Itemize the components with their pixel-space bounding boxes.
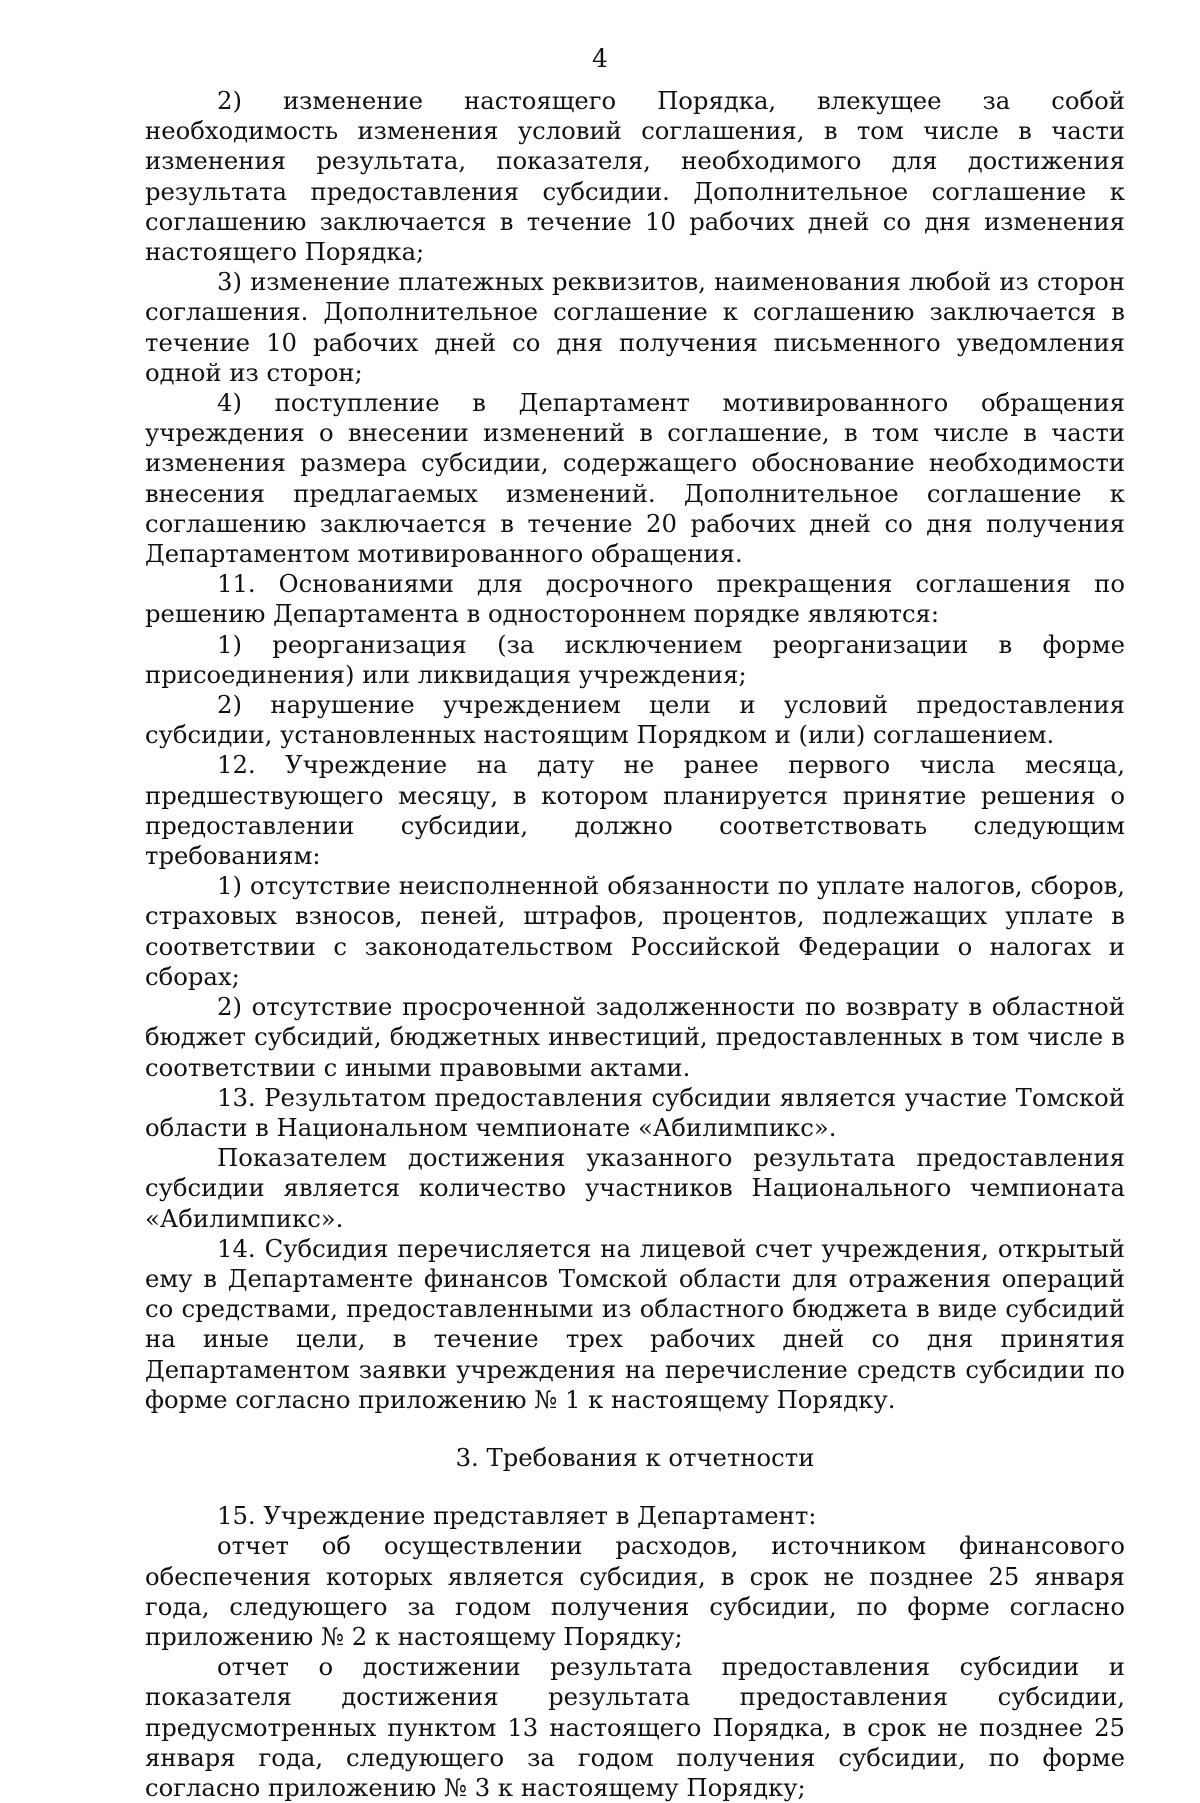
page-number: 4 [592,44,608,73]
paragraph-clause-11-1: 1) реорганизация (за исключением реорганизации в форме присоединения) или ликвидация учреждения; [145,629,1125,689]
section-title: 3. Требования к отчетности [455,1442,815,1472]
paragraph-clause-10-3: 3) изменение платежных реквизитов, наименования любой из сторон соглашения. Дополнительное соглашение к соглашению заключается в течение 10 рабочих дней со дня получения письменного уведомления одной из сторон; [145,267,1125,387]
paragraph-clause-12-2: 2) отсутствие просроченной задолженности по возврату в областной бюджет субсидий, бюджетных инвестиций, предоставленных в том числе в соответствии с иными правовыми актами. [145,992,1125,1082]
paragraph-clause-14: 14. Субсидия перечисляется на лицевой счет учреждения, открытый ему в Департаменте финансов Томской области для отражения операций со средствами, предоставленными из областного бюджета в виде субсидий на иные цели, в течение трех рабочих дней со дня принятия Департаментом заявки учреждения на перечисление средств субсидии по форме согласно приложению № 1 к настоящему Порядку. [145,1233,1125,1414]
paragraph-clause-13-indicator: Показателем достижения указанного результата предоставления субсидии является количество участников Национального чемпионата «Абилимпикс». [145,1143,1125,1233]
paragraph-clause-10-2: 2) изменение настоящего Порядка, влекущее за собой необходимость изменения условий соглашения, в том числе в части изменения результата, показателя, необходимого для достижения результата предоставления субсидии. Дополнительное соглашение к соглашению заключается в течение 10 рабочих дней со дня изменения настоящего Порядка; [145,86,1125,267]
paragraph-clause-12: 12. Учреждение на дату не ранее первого числа месяца, предшествующего месяцу, в котором планируется принятие решения о предоставлении субсидии, должно соответствовать следующим требованиям: [145,750,1125,871]
paragraph-clause-12-1: 1) отсутствие неисполненной обязанности по уплате налогов, сборов, страховых взносов, пеней, штрафов, процентов, подлежащих уплате в соответствии с законодательством Российской Федерации о налогах и сборах; [145,871,1125,991]
paragraph-clause-11: 11. Основаниями для досрочного прекращения соглашения по решению Департамента в одностороннем порядке являются: [145,569,1125,629]
paragraph-clause-11-2: 2) нарушение учреждением цели и условий предоставления субсидии, установленных настоящим Порядком и (или) соглашением. [145,690,1125,750]
paragraph-clause-10-4: 4) поступление в Департамент мотивированного обращения учреждения о внесении изменений в соглашение, в том числе в части изменения размера субсидии, содержащего обоснование необходимости внесения предлагаемых изменений. Дополнительное соглашение к соглашению заключается в течение 20 рабочих дней со дня получения Департаментом мотивированного обращения. [145,388,1125,569]
document-body [145,86,1125,1803]
paragraph-clause-15-expense-report: отчет об осуществлении расходов, источником финансового обеспечения которых является субсидия, в срок не позднее 25 января года, следующего за годом получения субсидии, по форме согласно приложению № 2 к настоящему Порядку; [145,1531,1125,1651]
paragraph-clause-15: 15. Учреждение представляет в Департамент: [217,1501,817,1531]
paragraph-clause-13: 13. Результатом предоставления субсидии является участие Томской области в Национальном чемпионате «Абилимпикс». [145,1082,1125,1142]
paragraph-clause-15-result-report: отчет о достижении результата предоставления субсидии и показателя достижения результата предоставления субсидии, предусмотренных пунктом 13 настоящего Порядка, в срок не позднее 25 января года, следующего за годом получения субсидии, по форме согласно приложению № 3 к настоящему Порядку; [145,1652,1125,1802]
